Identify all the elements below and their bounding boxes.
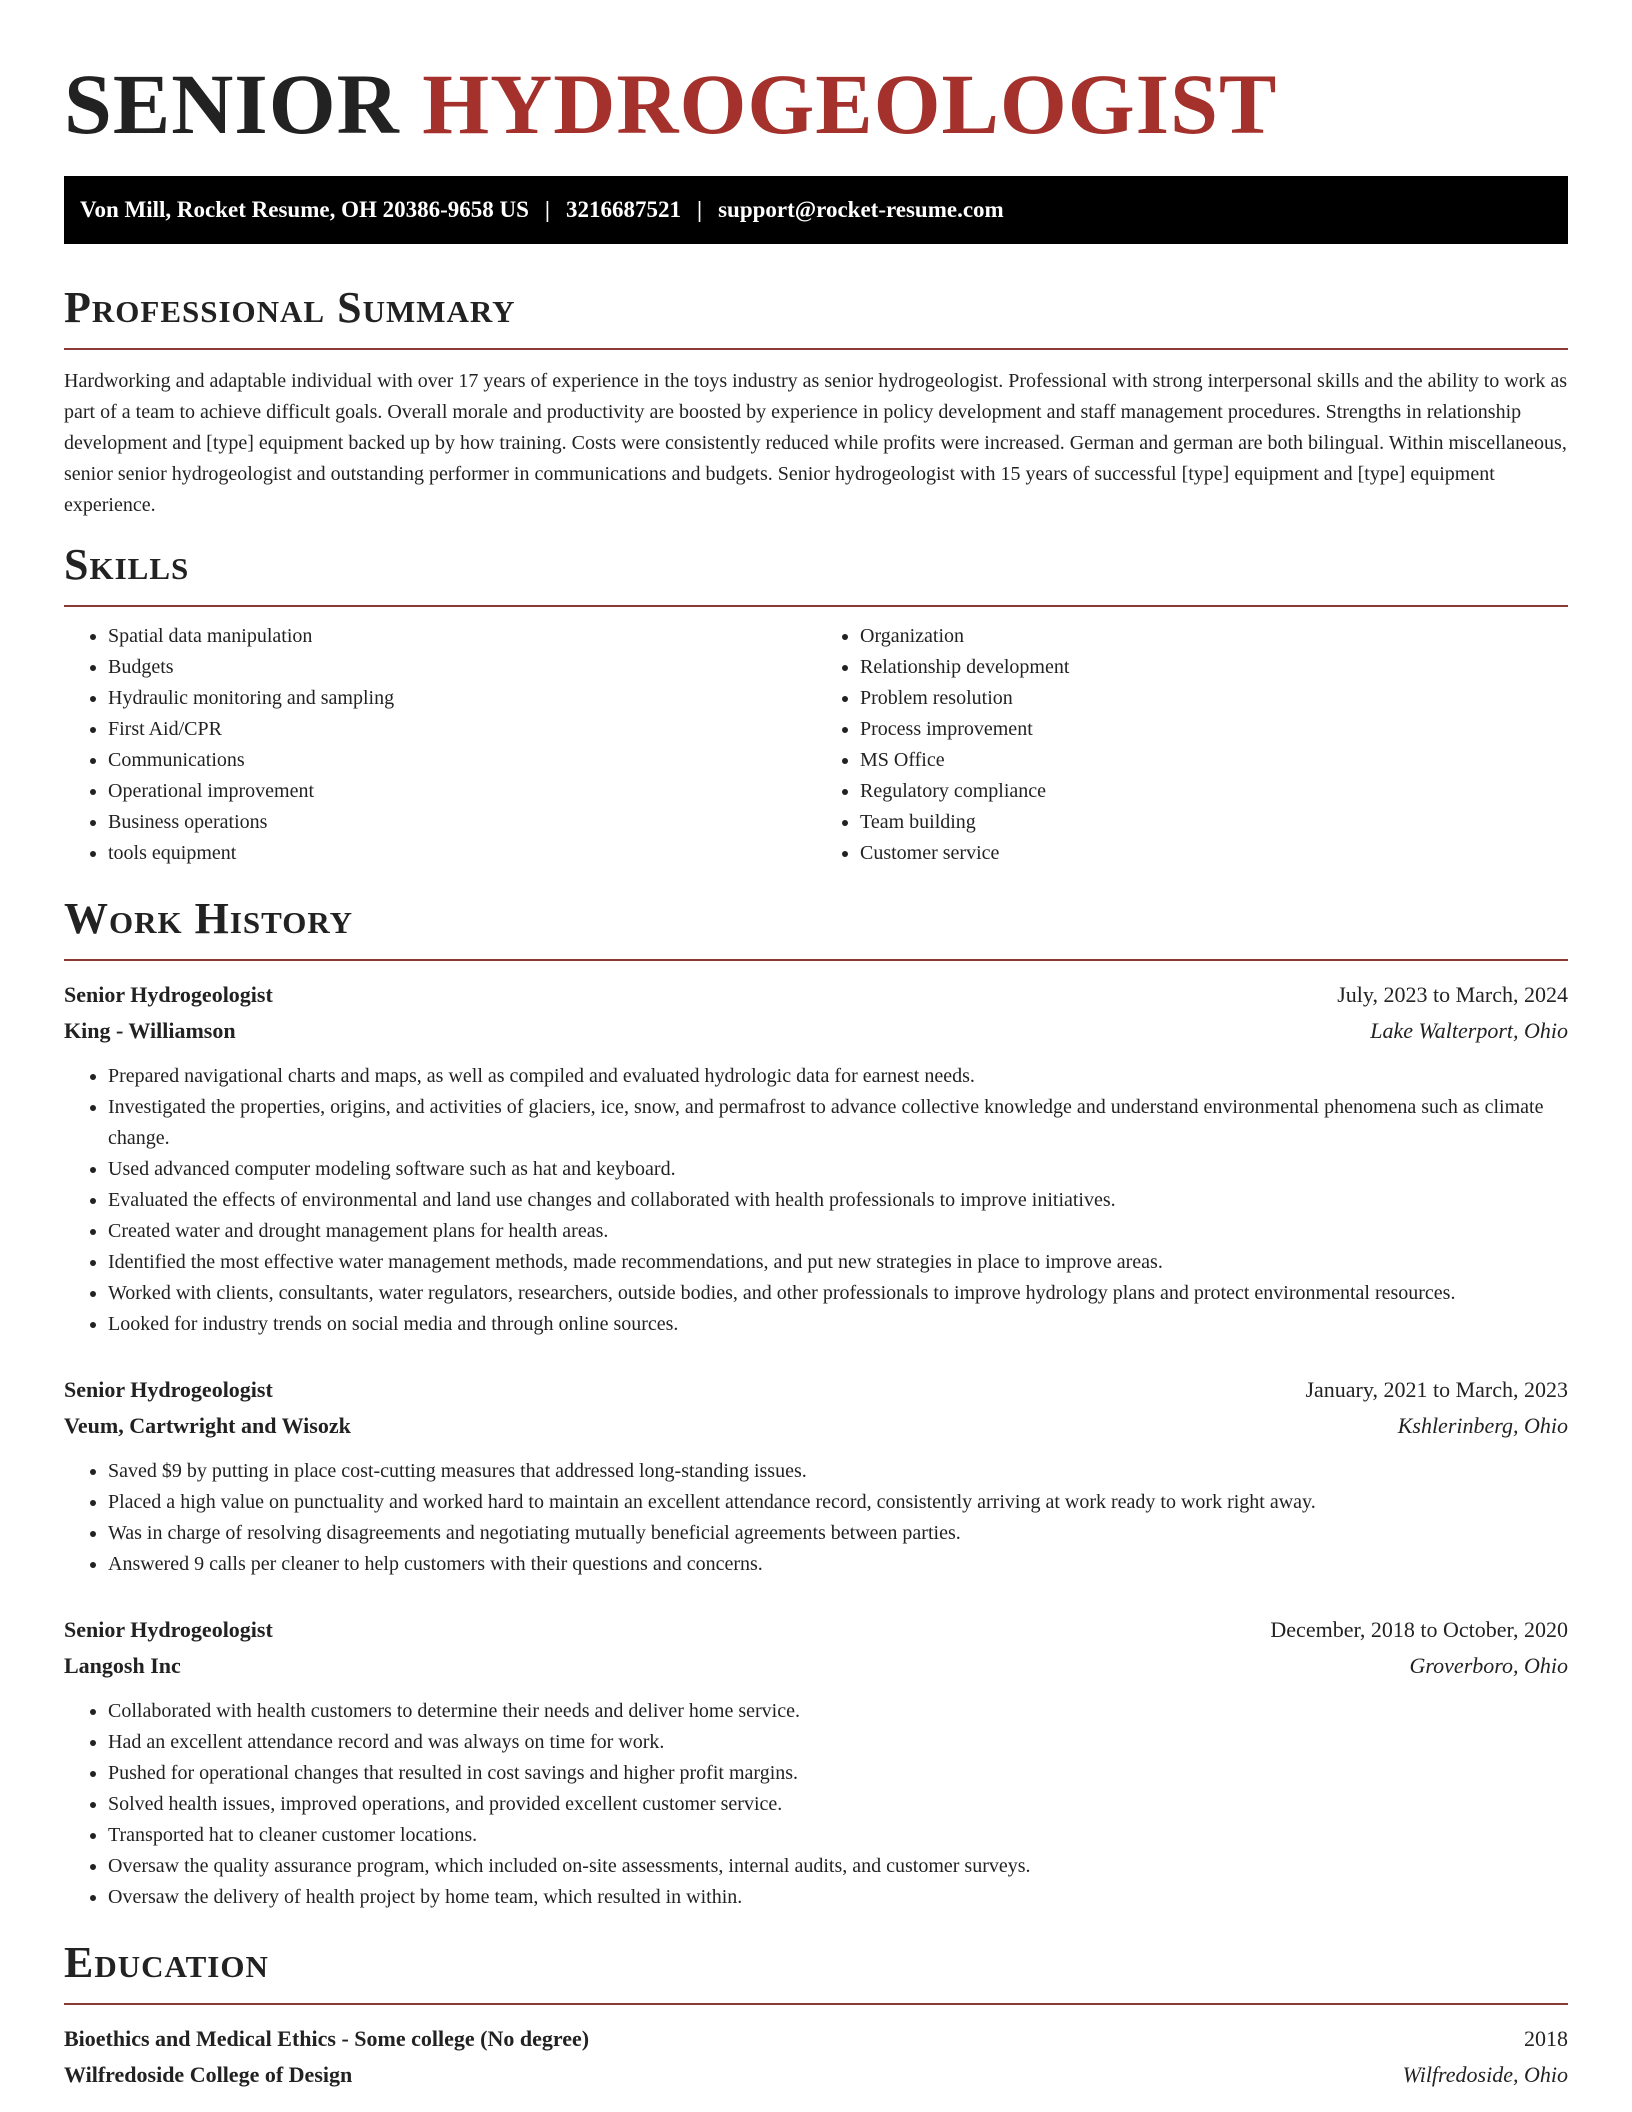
- skill-item: • Organization: [860, 621, 1568, 652]
- skill-item: • Communications: [108, 745, 816, 776]
- summary-text: Hardworking and adaptable individual with over 17 years of experience in the toys industry as senior hydrogeologist. Professional with strong interpersonal skills and the ability to work as part of a team to achieve difficult goals. Overall morale and productivity are boosted by experience in policy development and staff management procedures. Strengths in relationship development and [type] equipment backed up by how training. Costs were consistently reduced while profits were increased. German and german are both bilingual. Within miscellaneous, senior senior hydrogeologist and outstanding performer in communications and budgets. Senior hydrogeologist with 15 years of successful [type] equipment and [type] equipment experience.: [64, 370, 1568, 516]
- job-entry: [64, 977, 1568, 1340]
- education-year: 2018: [1524, 2026, 1568, 2051]
- job-location: Lake Walterport, Ohio: [1370, 1018, 1568, 1043]
- education-location: Wilfredoside, Ohio: [1402, 2062, 1568, 2087]
- job-bullet: • Collaborated with health customers to determine their needs and deliver home service.: [108, 1696, 1568, 1727]
- skill-item: • MS Office: [860, 745, 1568, 776]
- job-dates: December, 2018 to October, 2020: [1270, 1617, 1568, 1642]
- contact-email: support@rocket-resume.com: [718, 197, 1004, 222]
- skill-item: • Operational improvement: [108, 776, 816, 807]
- job-bullet: • Used advanced computer modeling software such as hat and keyboard.: [108, 1154, 1568, 1185]
- skills-list-left: [64, 621, 816, 869]
- job-location: Kshlerinberg, Ohio: [1397, 1413, 1568, 1438]
- skill-item: • Hydraulic monitoring and sampling: [108, 683, 816, 714]
- job-bullet: • Saved $9 by putting in place cost-cutting measures that addressed long-standing issues.: [108, 1456, 1568, 1487]
- title-second-word: HYDROGEOLOGIST: [422, 56, 1278, 152]
- title-first-word: SENIOR: [64, 56, 400, 152]
- job-entry: [64, 1612, 1568, 1913]
- education-school: Wilfredoside College of Design: [64, 2062, 353, 2087]
- job-company: King - Williamson: [64, 1018, 236, 1043]
- skill-item: • Budgets: [108, 652, 816, 683]
- job-bullet: • Solved health issues, improved operations, and provided excellent customer service.: [108, 1789, 1568, 1820]
- section-divider: [64, 959, 1568, 961]
- job-bullet: • Answered 9 calls per cleaner to help customers with their questions and concerns.: [108, 1549, 1568, 1580]
- job-company: Veum, Cartwright and Wisozk: [64, 1413, 351, 1438]
- skill-item: • Process improvement: [860, 714, 1568, 745]
- job-bullet: • Looked for industry trends on social media and through online sources.: [108, 1309, 1568, 1340]
- job-bullet: • Identified the most effective water management methods, made recommendations, and put new strategies in place to improve areas.: [108, 1247, 1568, 1278]
- skill-item: • First Aid/CPR: [108, 714, 816, 745]
- job-bullets: [64, 1456, 1568, 1580]
- contact-separator: |: [544, 197, 550, 222]
- section-title-education: Education: [64, 1938, 269, 1987]
- contact-separator: |: [697, 197, 703, 222]
- job-bullet: • Pushed for operational changes that resulted in cost savings and higher profit margins.: [108, 1758, 1568, 1789]
- job-title: Senior Hydrogeologist: [64, 1617, 273, 1642]
- contact-phone: 3216687521: [566, 197, 681, 222]
- job-bullet: • Had an excellent attendance record and was always on time for work.: [108, 1727, 1568, 1758]
- job-bullet: • Placed a high value on punctuality and worked hard to maintain an excellent attendance record, consistently arriving at work ready to work right away.: [108, 1487, 1568, 1518]
- education-entry: [64, 2021, 1568, 2093]
- job-bullet: • Oversaw the quality assurance program, which included on-site assessments, internal audits, and customer surveys.: [108, 1851, 1568, 1882]
- resume-title: [64, 58, 1568, 150]
- skill-item: • Regulatory compliance: [860, 776, 1568, 807]
- skill-item: • Business operations: [108, 807, 816, 838]
- job-bullet: • Was in charge of resolving disagreements and negotiating mutually beneficial agreements between parties.: [108, 1518, 1568, 1549]
- job-bullet: • Investigated the properties, origins, and activities of glaciers, ice, snow, and permafrost to advance collective knowledge and understand environmental phenomena such as climate change.: [108, 1092, 1568, 1154]
- skill-item: • Relationship development: [860, 652, 1568, 683]
- resume-page: [64, 0, 1568, 2093]
- skill-item: • Team building: [860, 807, 1568, 838]
- job-bullet: • Oversaw the delivery of health project by home team, which resulted in within.: [108, 1882, 1568, 1913]
- section-divider: [64, 348, 1568, 350]
- contact-address: Von Mill, Rocket Resume, OH 20386-9658 US: [80, 197, 529, 222]
- job-title: Senior Hydrogeologist: [64, 1377, 273, 1402]
- job-bullet: • Worked with clients, consultants, water regulators, researchers, outside bodies, and other professionals to improve hydrology plans and protect environmental resources.: [108, 1278, 1568, 1309]
- job-bullets: [64, 1696, 1568, 1913]
- contact-bar: [64, 176, 1568, 244]
- skill-item: • tools equipment: [108, 838, 816, 869]
- skills-columns: [64, 621, 1568, 869]
- section-title-skills: Skills: [64, 540, 190, 589]
- section-title-summary: Professional Summary: [64, 283, 516, 332]
- skills-list-right: [816, 621, 1568, 869]
- education-degree: Bioethics and Medical Ethics - Some college (No degree): [64, 2026, 590, 2051]
- skill-item: • Problem resolution: [860, 683, 1568, 714]
- job-bullets: [64, 1061, 1568, 1340]
- job-entry: [64, 1372, 1568, 1580]
- job-bullet: • Prepared navigational charts and maps, as well as compiled and evaluated hydrologic data for earnest needs.: [108, 1061, 1568, 1092]
- job-bullet: • Created water and drought management plans for health areas.: [108, 1216, 1568, 1247]
- job-dates: January, 2021 to March, 2023: [1305, 1377, 1568, 1402]
- section-title-work-history: Work History: [64, 894, 354, 943]
- job-location: Groverboro, Ohio: [1409, 1653, 1568, 1678]
- skill-item: • Spatial data manipulation: [108, 621, 816, 652]
- job-bullet: • Transported hat to cleaner customer locations.: [108, 1820, 1568, 1851]
- skill-item: • Customer service: [860, 838, 1568, 869]
- job-company: Langosh Inc: [64, 1653, 181, 1678]
- job-bullet: • Evaluated the effects of environmental and land use changes and collaborated with health professionals to improve initiatives.: [108, 1185, 1568, 1216]
- job-title: Senior Hydrogeologist: [64, 982, 273, 1007]
- section-divider: [64, 605, 1568, 607]
- job-dates: July, 2023 to March, 2024: [1337, 982, 1568, 1007]
- section-divider: [64, 2003, 1568, 2005]
